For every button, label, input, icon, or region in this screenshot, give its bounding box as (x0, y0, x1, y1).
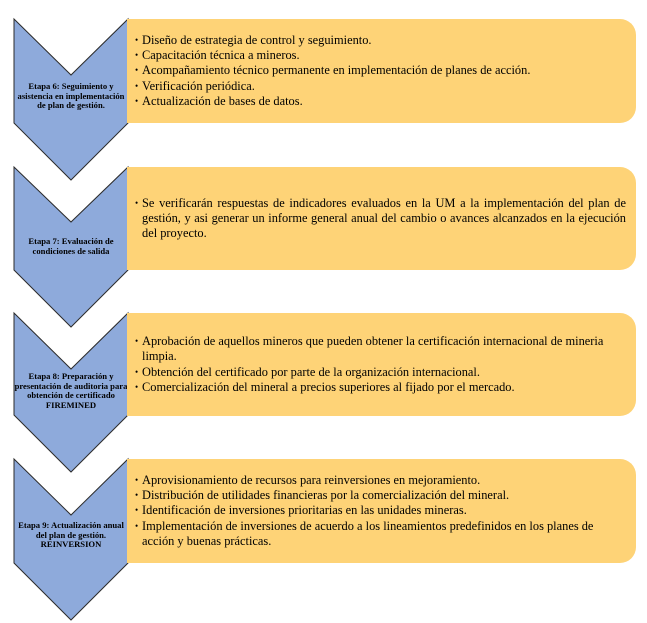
stage-9-label: Etapa 9: Actualización anual del plan de gestión. REINVERSION (18, 520, 124, 550)
list-item: • Actualización de bases de datos. (135, 94, 626, 109)
stage-6-box (127, 19, 636, 123)
stage-8-list (135, 334, 626, 395)
list-item: • Acompañamiento técnico permanente en implementación de planes de acción. (135, 63, 626, 78)
list-item: • Diseño de estrategia de control y seguimiento. (135, 33, 626, 48)
list-item: • Aprobación de aquellos mineros que pueden obtener la certificación internacional de mineria limpia. (135, 334, 626, 364)
stage-6-label: Etapa 6: Seguimiento y asistencia en implementación de plan de gestión. (17, 81, 125, 111)
stage-9-list (135, 473, 626, 549)
stage-9-box (127, 459, 636, 563)
list-item: • Identificación de inversiones prioritarias en las unidades mineras. (135, 503, 626, 518)
list-item: • Implementación de inversiones de acuerdo a los lineamientos predefinidos en los planes de acción y buenas prácticas. (135, 519, 626, 549)
list-item: • Aprovisionamiento de recursos para reinversiones en mejoramiento. (135, 473, 626, 488)
list-item: • Se verificarán respuestas de indicadores evaluados en la UM a la implementación del plan de gestión, y asi generar un informe general anual del cambio o avances alcanzados en la ejecución del proyecto. (135, 196, 626, 242)
stage-6-list (135, 33, 626, 109)
list-item: • Obtención del certificado por parte de la organización internacional. (135, 365, 626, 380)
list-item: • Verificación periódica. (135, 79, 626, 94)
stage-7-label: Etapa 7: Evaluación de condiciones de salida (28, 236, 114, 256)
stage-7-box (127, 167, 636, 270)
list-item: • Capacitación técnica a mineros. (135, 48, 626, 63)
list-item: • Distribución de utilidades financieras por la comercialización del mineral. (135, 488, 626, 503)
stage-8-box (127, 313, 636, 416)
list-item: • Comercialización del mineral a precios superiores al fijado por el mercado. (135, 380, 626, 395)
stage-7-list (135, 196, 626, 242)
stage-8-label: Etapa 8: Preparación y presentación de auditoria para obtención de certificado FIREMINED (14, 371, 128, 410)
